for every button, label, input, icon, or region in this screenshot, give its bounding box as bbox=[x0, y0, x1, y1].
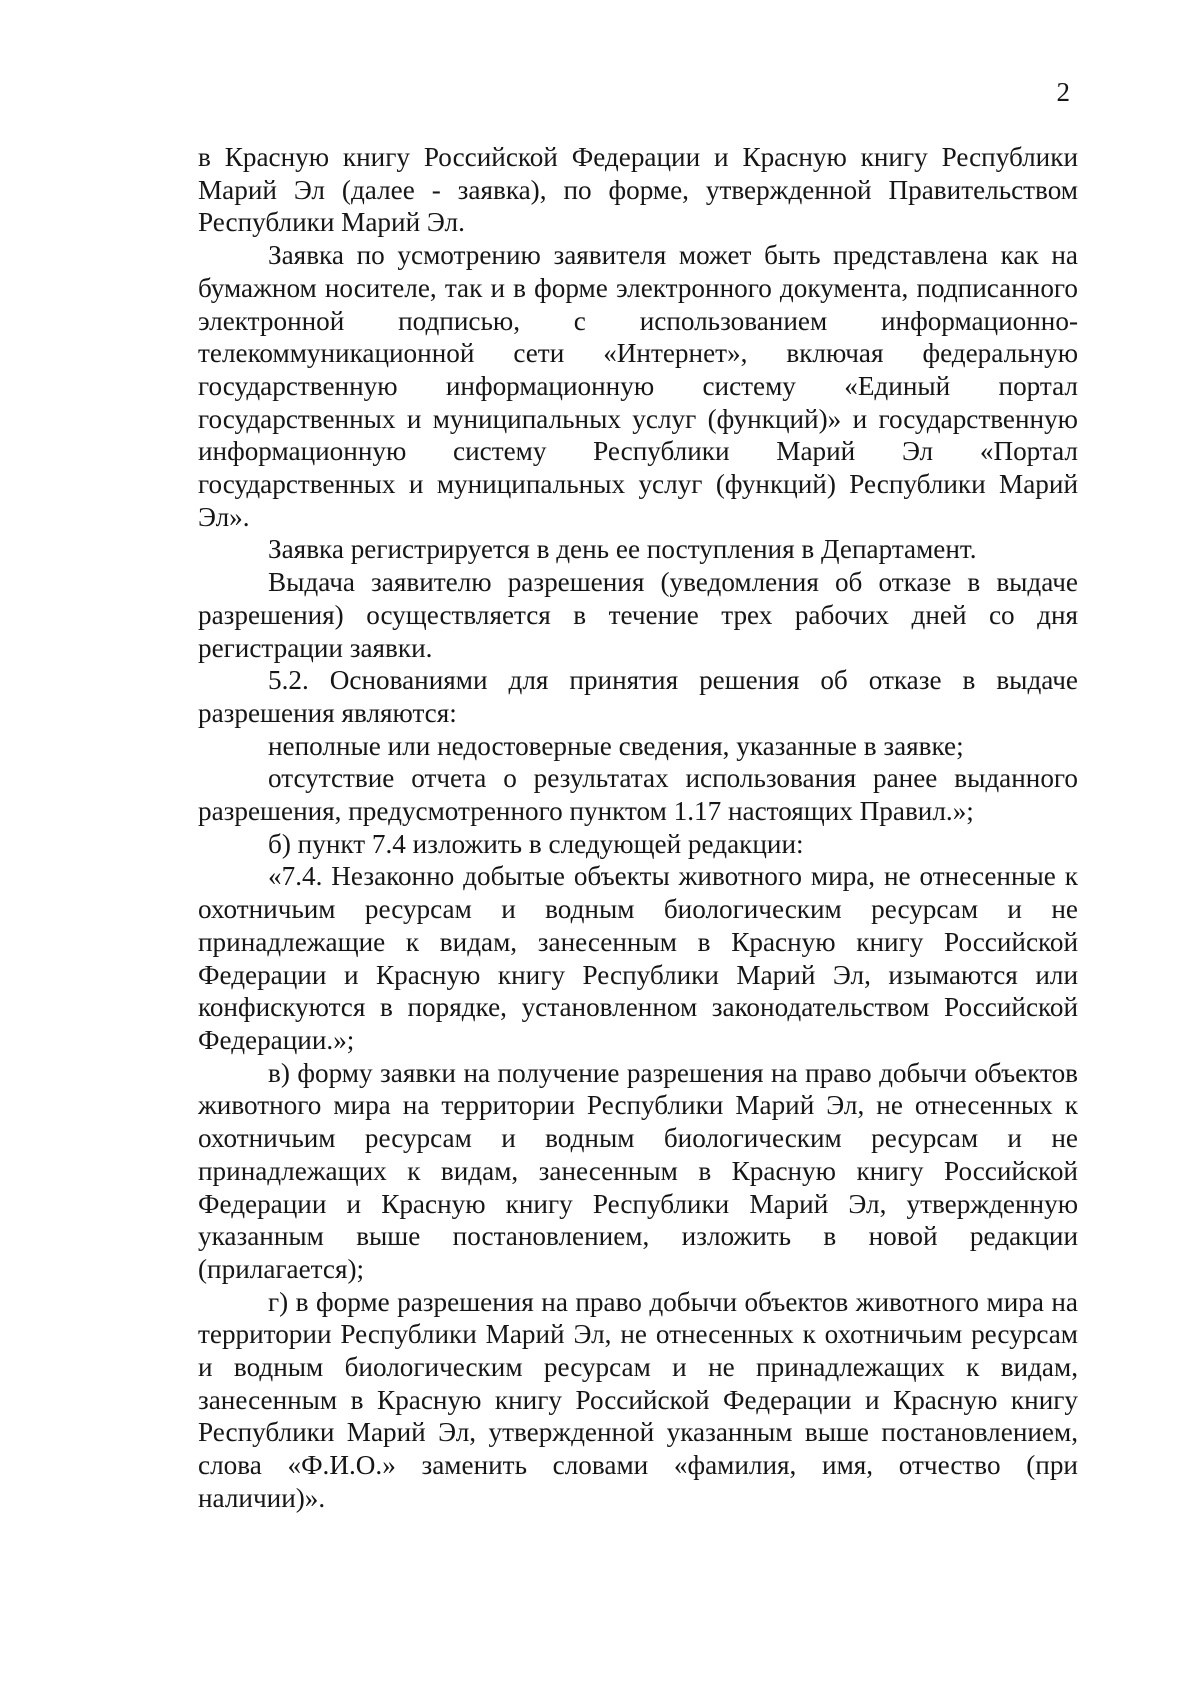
paragraph-10: в) форму заявки на получение разрешения на право добычи объектов животного мира на территории Республики Марий Эл, не отнесенных к охотничьим ресурсам и водным биологическим ресурсам и не принадлежащих к видам, занесенным в Красную книгу Российской Федерации и Красную книгу Республики Марий Эл, утвержденную указанным выше постановлением, изложить в новой редакции (прилагается); bbox=[198, 1057, 1078, 1284]
paragraph-2: Заявка по усмотрению заявителя может быть представлена как на бумажном носителе, так и в форме электронного документа, подписанного электронной подписью, с использованием информационно-телекоммуникационной сети «Интернет», включая федеральную государственную информационную систему «Единый портал государственных и муниципальных услуг (функций)» и государственную информационную систему Республики Марий Эл «Портал государственных и муниципальных услуг (функций) Республики Марий Эл». bbox=[198, 240, 1078, 532]
paragraph-7: отсутствие отчета о результатах использования ранее выданного разрешения, предусмотренного пунктом 1.17 настоящих Правил.»; bbox=[198, 763, 1078, 827]
paragraph-8: б) пункт 7.4 изложить в следующей редакции: bbox=[268, 828, 804, 859]
paragraph-4: Выдача заявителю разрешения (уведомления об отказе в выдаче разрешения) осуществляется в течение трех рабочих дней со дня регистрации заявки. bbox=[198, 567, 1078, 663]
paragraph-3: Заявка регистрируется в день ее поступления в Департамент. bbox=[268, 534, 977, 565]
document-body bbox=[198, 141, 1078, 1515]
paragraph-6: неполные или недостоверные сведения, указанные в заявке; bbox=[268, 730, 964, 761]
page-number: 2 bbox=[1056, 77, 1070, 107]
paragraph-5: 5.2. Основаниями для принятия решения об отказе в выдаче разрешения являются: bbox=[198, 665, 1078, 728]
paragraph-1: в Красную книгу Российской Федерации и Красную книгу Республики Марий Эл (далее - заявка), по форме, утвержденной Правительством Республики Марий Эл. bbox=[198, 142, 1078, 238]
paragraph-11: г) в форме разрешения на право добычи объектов животного мира на территории Республики Марий Эл, не отнесенных к охотничьим ресурсам и водным биологическим ресурсам и не принадлежащих к видам, занесенным в Красную книгу Российской Федерации и Красную книгу Республики Марий Эл, утвержденной указанным выше постановлением, слова «Ф.И.О.» заменить словами «фамилия, имя, отчество (при наличии)». bbox=[198, 1286, 1078, 1513]
paragraph-9: «7.4. Незаконно добытые объекты животного мира, не отнесенные к охотничьим ресурсам и водным биологическим ресурсам и не принадлежащие к видам, занесенным в Красную книгу Российской Федерации и Красную книгу Республики Марий Эл, изымаются или конфискуются в порядке, установленном законодательством Российской Федерации.»; bbox=[198, 861, 1078, 1055]
